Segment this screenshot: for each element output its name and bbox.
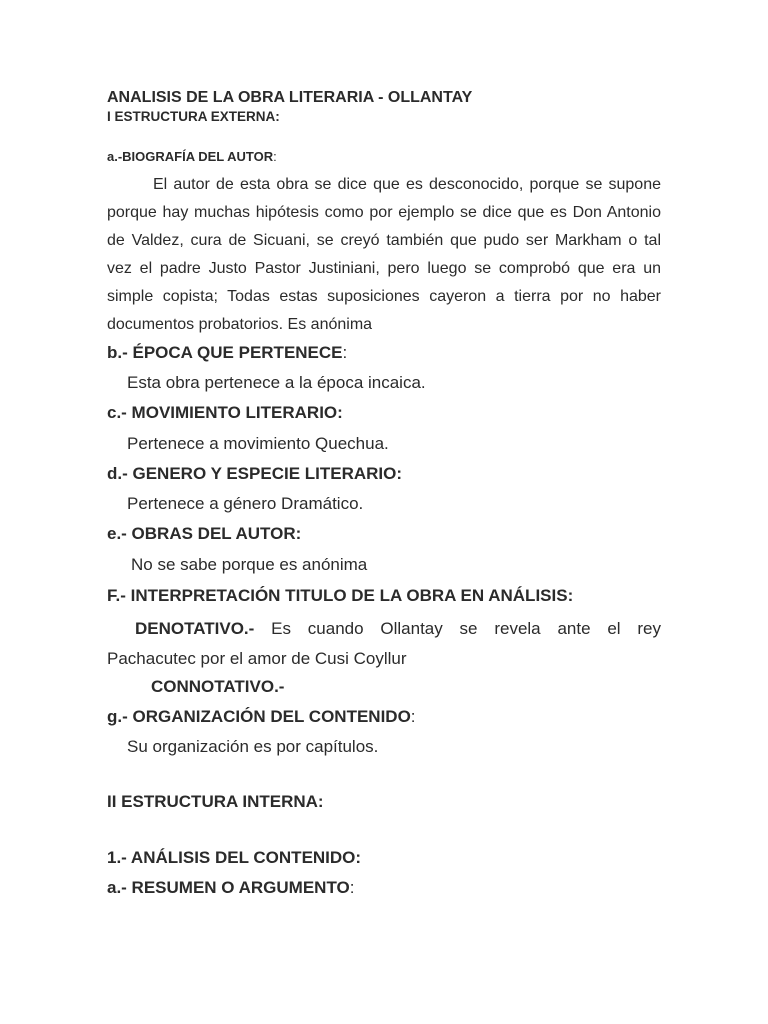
biografia-line-3: de Valdez, cura de Sicuani, se creyó también que pudo ser Markham o tal [107,232,661,249]
heading-organizacion-colon: : [410,707,416,726]
document-title: ANALISIS DE LA OBRA LITERARIA - OLLANTAY [107,89,473,106]
biografia-paragraph [107,171,661,339]
biografia-line-6: documentos probatorios. Es anónima [107,316,373,333]
biografia-line-2: porque hay muchas hipótesis como por ejemplo se dice que es Don Antonio [107,204,661,221]
heading-resumen-colon: : [349,878,355,897]
heading-biografia-colon: : [273,149,277,164]
heading-analisis-contenido: 1.- ANÁLISIS DEL CONTENIDO: [107,848,362,867]
denotativo-line-1 [107,614,661,644]
denotativo-label: DENOTATIVO.- [135,619,255,638]
heading-organizacion [107,707,416,727]
heading-biografia-label: a.-BIOGRAFÍA DEL AUTOR [107,149,274,164]
answer-obras: No se sabe porque es anónima [131,555,368,574]
answer-organizacion: Su organización es por capítulos. [127,737,379,756]
denotativo-text: Es cuando Ollantay se revela ante el rey [271,619,661,638]
denotativo-line-2: Pachacutec por el amor de Cusi Coyllur [107,649,407,668]
heading-epoca-label: b.- ÉPOCA QUE PERTENECE [107,343,343,362]
heading-movimiento: c.- MOVIMIENTO LITERARIO: [107,403,343,422]
answer-movimiento: Pertenece a movimiento Quechua. [127,434,389,453]
connotativo-label: CONNOTATIVO.- [151,677,285,696]
heading-resumen-label: a.- RESUMEN O ARGUMENTO [107,878,350,897]
heading-biografia [107,149,277,164]
heading-resumen [107,878,354,898]
biografia-line-5: simple copista; Todas estas suposiciones cayeron a tierra por no haber [107,288,661,305]
heading-genero: d.- GENERO Y ESPECIE LITERARIO: [107,464,403,483]
biografia-line-1: El autor de esta obra se dice que es desconocido, porque se supone [153,176,661,193]
heading-organizacion-label: g.- ORGANIZACIÓN DEL CONTENIDO [107,707,411,726]
biografia-line-4: vez el padre Justo Pastor Justiniani, pero luego se comprobó que era un [107,260,661,277]
section-estructura-interna: II ESTRUCTURA INTERNA: [107,792,324,811]
answer-epoca: Esta obra pertenece a la época incaica. [127,373,426,392]
answer-genero: Pertenece a género Dramático. [127,494,364,513]
section-estructura-externa: I ESTRUCTURA EXTERNA: [107,109,280,124]
denotativo-paragraph [107,614,661,674]
heading-epoca-colon: : [342,343,348,362]
heading-interpretacion: F.- INTERPRETACIÓN TITULO DE LA OBRA EN ANÁLISIS: [107,586,574,605]
heading-epoca [107,343,347,363]
heading-obras: e.- OBRAS DEL AUTOR: [107,524,302,543]
